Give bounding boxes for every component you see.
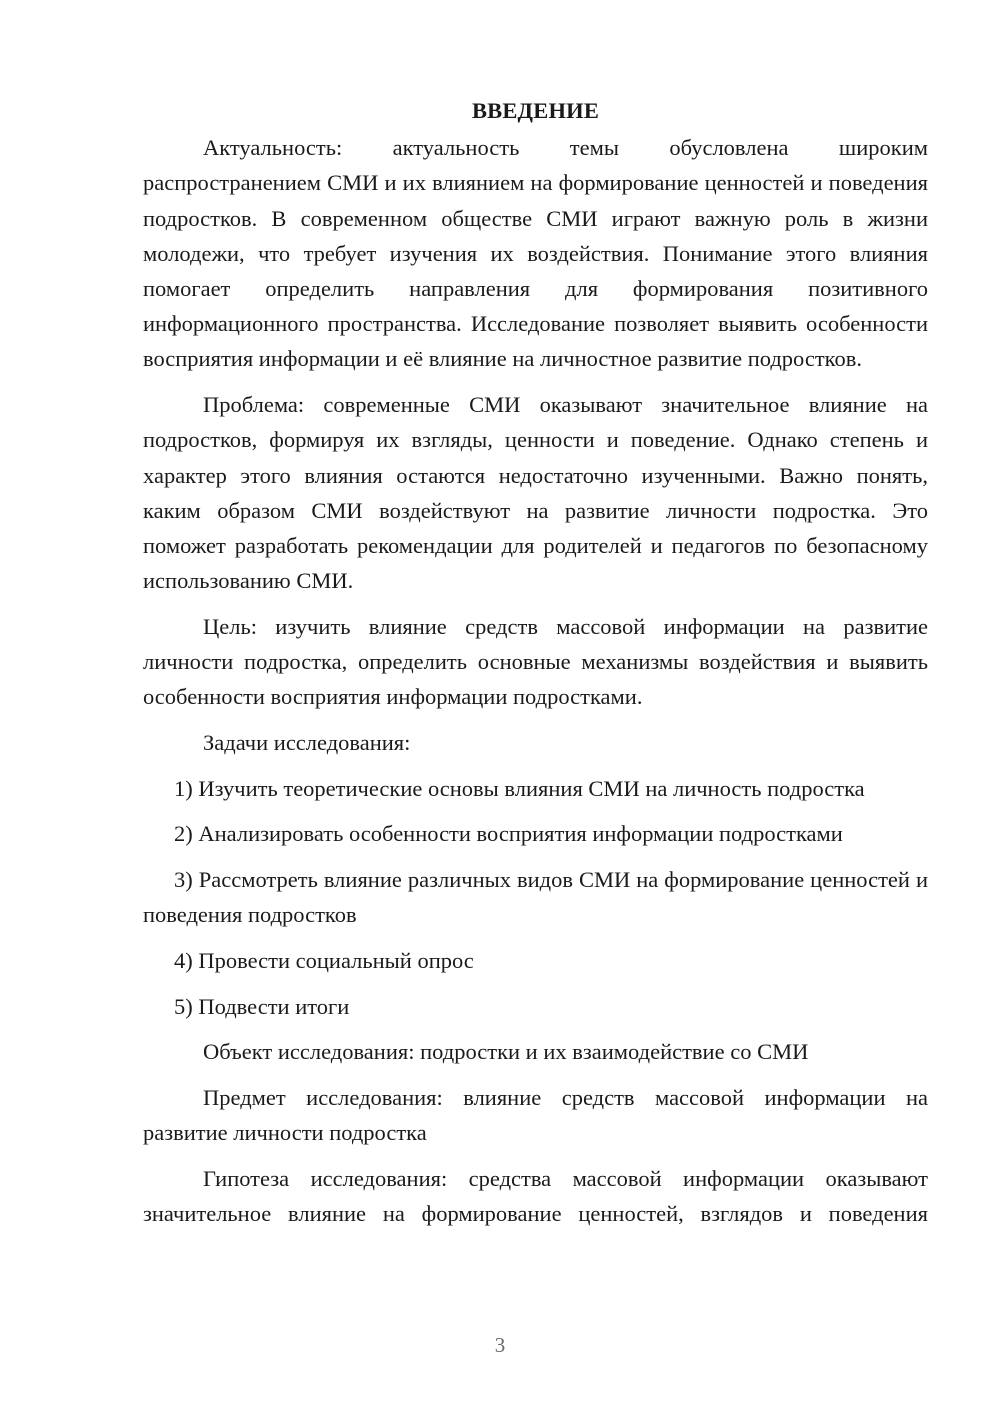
paragraph-goal: Цель: изучить влияние средств массовой информации на развитие личности подростка, определить основные механизмы воздействия и выявить особенности восприятия информации подростками. <box>143 613 928 710</box>
paragraph-hypothesis: Гипотеза исследования: средства массовой информации оказывают значительное влияние на формирование ценностей, взглядов и поведения <box>143 1165 928 1227</box>
paragraph-object: Объект исследования: подростки и их взаимодействие со СМИ <box>203 1039 809 1065</box>
task-item-4: 4) Провести социальный опрос <box>174 947 474 973</box>
paragraph-problem: Проблема: современные СМИ оказывают значительное влияние на подростков, формируя их взгляды, ценности и поведение. Однако степень и характер этого влияния остаются недостаточно изученными. Важно понять, каким образом СМИ воздействуют на развитие личности подростка. Это поможет разработать рекомендации для родителей и педагогов по безопасному использованию СМИ. <box>143 392 928 594</box>
page-number: 3 <box>494 1333 506 1357</box>
document-page <box>143 93 928 1242</box>
paragraph-relevance: Актуальность: актуальность темы обусловлена широким распространением СМИ и их влиянием на формирование ценностей и поведения подростков. В современном обществе СМИ играют важную роль в жизни молодежи, что требует изучения их воздействия. Понимание этого влияния помогает определить направления для формирования позитивного информационного пространства. Исследование позволяет выявить особенности восприятия информации и её влияние на личностное развитие подростков. <box>143 135 928 372</box>
task-item-1: 1) Изучить теоретические основы влияния СМИ на личность подростка <box>174 775 865 801</box>
tasks-heading: Задачи исследования: <box>203 729 411 755</box>
section-title: ВВЕДЕНИЕ <box>471 98 600 123</box>
task-item-2: 2) Анализировать особенности восприятия информации подростками <box>174 821 843 847</box>
paragraph-subject: Предмет исследования: влияние средств массовой информации на развитие личности подростка <box>143 1085 928 1146</box>
task-item-3: 3) Рассмотреть влияние различных видов СМИ на формирование ценностей и поведения подростков <box>143 867 928 928</box>
task-item-5: 5) Подвести итоги <box>174 993 350 1019</box>
